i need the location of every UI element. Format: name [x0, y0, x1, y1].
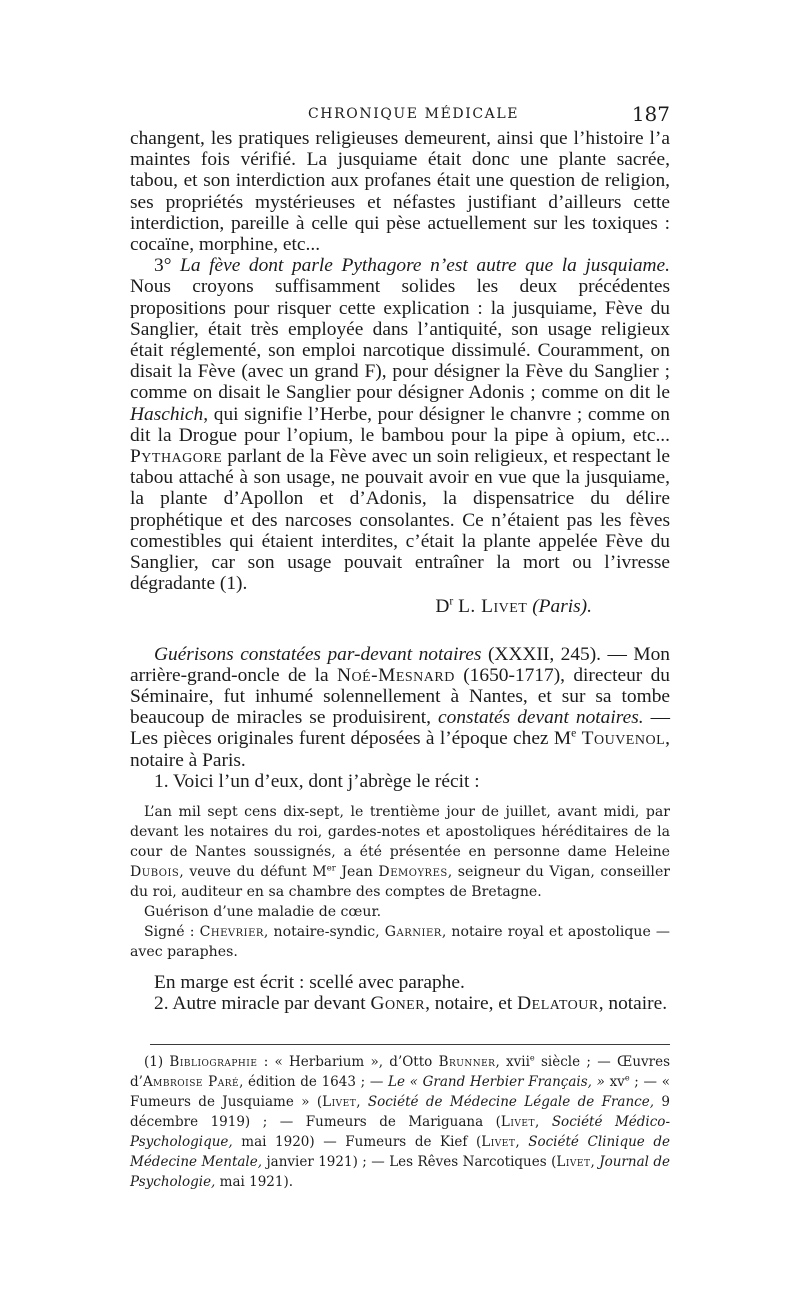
item-1: 1. Voici l’un d’eux, dont j’abrège le récit :: [154, 770, 480, 792]
margin-note: En marge est écrit : scellé avec paraphe.: [154, 972, 465, 994]
footnote: (1) Bibliographie : « Herbarium », d’Otto Brunner, xvii$^e$ siècle ; — Œuvres d’Ambroise Paré, édition de 1643 ; — Le « Grand Herbier Français, » $xv^e$ ; — « Fumeurs de Jusquiame » (Livet, Société de Médecine Légale de France, 9 décembre 1919) ; — Fumeurs de Mariguana (Livet, Société Médico-Psychologique, mai 1920) — Fumeurs de Kief (Livet, Société Clinique de Médecine Mentale, janvier 1921) ; — Les Rêves Narcotiques (Livet, Journal de Psychologie, mai 1921).: [130, 1052, 671, 1190]
quote-signatures: Signé : Chevrier, notaire-syndic, Garnier, notaire royal et apostolique — avec paraphes.: [130, 924, 670, 961]
paragraph-continuation: changent, les pratiques religieuses demeurent, ainsi que l’histoire l’a maintes fois vérifié. La jusquiame était donc une plante sacrée, tabou, et son interdiction aux profanes était une question de religion, ses propriétés mystérieuses et néfastes justifiant d’ailleurs cette interdiction, pareille à celle qui pèse actuellement sur les toxiques : cocaïne, morphine, etc...: [130, 128, 670, 256]
paragraph-guerisons: Guérisons constatées par-devant notaires (XXXII, 245). — Mon arrière-grand-oncle de la Noé-Mesnard (1650-1717), directeur du Séminaire, fut inhumé solennellement à Nantes, et sur sa tombe beaucoup de miracles se produisirent, constatés devant notaires. — Les pièces originales furent déposées à l’époque chez Me Touvenol, notaire à Paris.: [130, 643, 670, 771]
body-text: [130, 128, 670, 1015]
quote-paragraph: L’an mil sept cens dix-sept, le trentième jour de juillet, avant midi, par devant les notaires du roi, gardes-notes et apostoliques héréditaires de la cour de Nantes soussignés, a été présentée en personne dame Heleine Dubois, veuve du défunt Mer Jean Demoyres, seigneur du Vigan, conseiller du roi, auditeur en sa chambre des comptes de Bretagne.: [130, 804, 671, 901]
quote-line: Guérison d’une maladie de cœur.: [144, 904, 382, 921]
item-2: 2. Autre miracle par devant Goner, notaire, et Delatour, notaire.: [154, 993, 668, 1015]
quoted-document: [130, 802, 670, 962]
paragraph-pythagore: 3° La fève dont parle Pythagore n’est autre que la jusquiame. Nous croyons suffisamment solides les deux précédentes propositions pour risquer cette explication : la jusquiame, Fève du Sanglier, était très employée dans l’antiquité, son usage religieux était réglementé, son emploi narcotique dissimulé. Couramment, on disait la Fève (avec un grand F), pour désigner la Fève du Sanglier ; comme on disait le Sanglier pour désigner Adonis ; comme on dit le Haschich, qui signifie l’Herbe, pour désigner le chanvre ; comme on dit la Drogue pour l’opium, le bambou pour la pipe à opium, etc... Pythagore parlant de la Fève avec un soin religieux, et respectant le tabou attaché à son usage, ne pouvait avoir en vue que la jusquiame, la plante d’Apollon et d’Adonis, la dispensatrice du délire prophétique et des narcoses consolantes. Ce n’étaient pas les fèves comestibles qui étaient interdites, c’était la plante appelée Fève du Sanglier, car son usage pouvait entraîner la mort ou l’ivresse dégradante (1).: [130, 255, 670, 595]
section-title: Guérisons constatées par-devant notaires: [154, 643, 482, 665]
spacer: [130, 618, 670, 644]
author-signature: $D^r$ L. Livet (Paris).: [435, 595, 592, 618]
running-title: CHRONIQUE MÉDICALE: [308, 106, 520, 122]
section-heading: La fève dont parle Pythagore n’est autre que la jusquiame.: [180, 255, 670, 277]
after-quote: [130, 972, 670, 1014]
page-number: 187: [631, 102, 670, 126]
footnote-divider: [150, 1044, 670, 1045]
